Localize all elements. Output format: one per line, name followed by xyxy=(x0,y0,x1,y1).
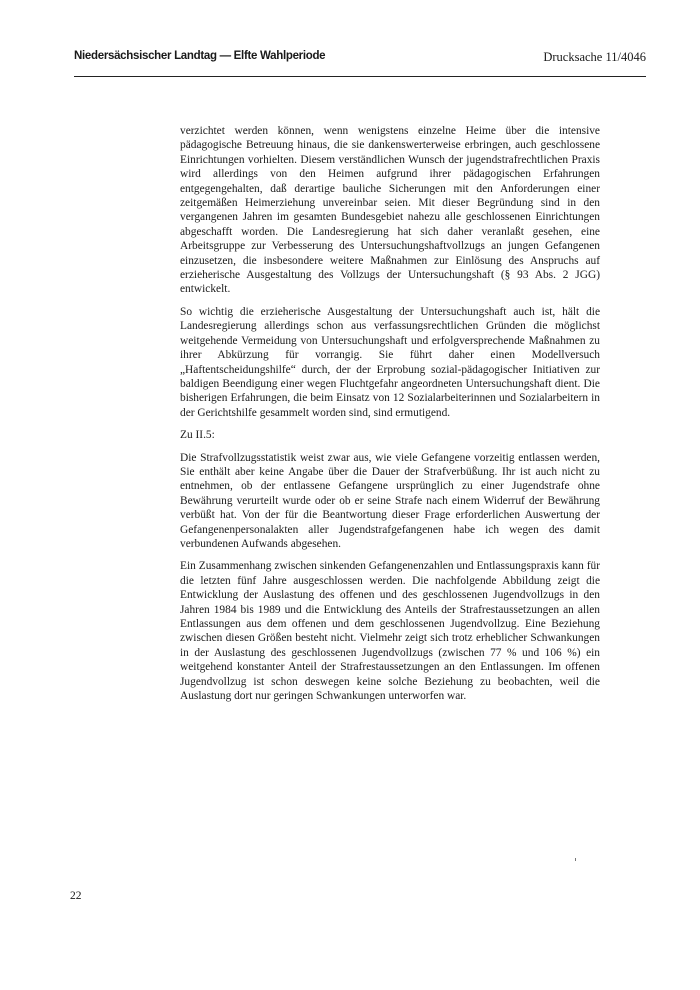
paragraph-1: verzichtet werden können, wenn wenigstens einzelne Heime über die intensive pädagogische Betreuung hinaus, die sie dankenswerterweise erbringen, auch geschlossene Einrichtungen vorhielten. Diesem verständlichen Wunsch der jugendstrafrechtlichen Praxis wird allerdings von den Heimen aufgrund ihrer pädagogischen Erfahrungen entgegengehalten, daß derartige bauliche Sicherungen mit den Anforderungen einer zeitgemäßen Heimerziehung unvereinbar seien. Mit dieser Begründung sind in den vergangenen Jahren im gesamten Bundesgebiet nahezu alle geschlossenen Einrichtungen abgeschafft worden. Die Landesregierung hat sich daher veranlaßt gesehen, eine Arbeitsgruppe zur Verbesserung des Untersuchungshaftvollzugs an jungen Gefangenen einzusetzen, die insbesondere weitere Maßnahmen zur Einlösung des Anspruchs auf erzieherische Ausgestaltung des Vollzugs der Untersuchungshaft (§ 93 Abs. 2 JGG) entwickelt. xyxy=(180,125,600,296)
paragraph-3: Die Strafvollzugsstatistik weist zwar aus, wie viele Gefangene vorzeitig entlassen werden, Sie enthält aber keine Angabe über die Dauer der Strafverbüßung. Ihr ist auch nicht zu entnehmen, ob der entlassene Gefangene ursprünglich zu einer Jugendstrafe ohne Bewährung verurteilt wurde oder ob er seine Strafe nach einem Widerruf der Bewährung verbüßt hat. Von der für die Beantwortung dieser Frage erforderlichen Auswertung der Gefangenenpersonalakten aller Jugendstrafgefangenen habe ich wegen des damit verbundenen Aufwands abgesehen. xyxy=(180,451,600,550)
section-heading: Zu II.5: xyxy=(180,429,215,442)
page-header xyxy=(74,50,646,70)
scan-speck xyxy=(575,858,576,861)
header-parliament-title: Niedersächsischer Landtag — Elfte Wahlperiode xyxy=(74,50,326,62)
page-number: 22 xyxy=(70,890,82,902)
paragraph-4: Ein Zusammenhang zwischen sinkenden Gefangenenzahlen und Entlassungspraxis kann für die letzten fünf Jahre ausgeschlossen werden. Die nachfolgende Abbildung zeigt die Entwicklung der Auslastung des offenen und des geschlossenen Jugendvollzugs in den Jahren 1984 bis 1989 und die Entwicklung des Anteils der Strafrestaussetzungen an allen Entlassungen aus dem offenen und dem geschlossenen Jugendvollzug. Eine Beziehung zwischen diesen Größen besteht nicht. Vielmehr zeigt sich trotz erheblicher Schwankungen in der Auslastung des geschlossenen Jugendvollzugs (zwischen 77 % und 106 %) ein weitgehend konstanter Anteil der Strafrestaussetzungen an den Entlassungen. Im offenen Jugendvollzug ist schon deswegen keine solche Beziehung zu beobachten, weil die Auslastung dort nur geringen Schwankungen unterworfen war. xyxy=(180,560,600,703)
header-rule xyxy=(74,76,646,77)
body-text xyxy=(180,124,600,711)
header-document-number: Drucksache 11/4046 xyxy=(543,50,646,64)
paragraph-2: So wichtig die erzieherische Ausgestaltung der Untersuchungshaft auch ist, hält die Landesregierung allerdings schon aus verfassungsrechtlichen Gründen die möglichst weitgehende Vermeidung von Untersuchungshaft und erfolgversprechende Maßnahmen zu ihrer Abkürzung für vorrangig. Sie führt daher einen Modellversuch „Haftentscheidungshilfe“ durch, der der Erprobung sozial-pädagogischer Initiativen zur baldigen Beendigung einer wegen Fluchtgefahr angeordneten Untersuchungshaft dient. Die bisherigen Erfahrungen, die beim Einsatz von 12 Sozialarbeiterinnen und Sozialarbeitern in der Gerichtshilfe gesammelt worden sind, sind ermutigend. xyxy=(180,305,600,419)
